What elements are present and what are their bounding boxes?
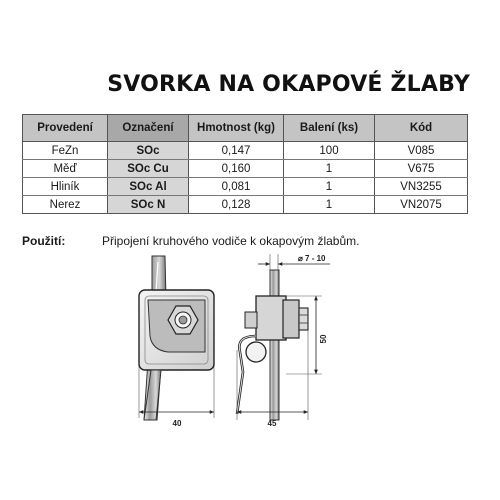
cell-baleni: 1 <box>284 178 375 196</box>
cell-kod: V085 <box>375 142 468 160</box>
cell-baleni: 100 <box>284 142 375 160</box>
cell-provedeni: Hliník <box>23 178 108 196</box>
usage-text: Připojení kruhového vodiče k okapovým žlabům. <box>102 234 360 248</box>
side-view <box>237 254 330 428</box>
col-header-provedeni: Provedení <box>23 115 108 142</box>
side-rod <box>270 270 279 420</box>
cell-kod: V675 <box>375 160 468 178</box>
cell-oznaceni: SOc <box>108 142 189 160</box>
cell-provedeni: Nerez <box>23 196 108 214</box>
cell-baleni: 1 <box>284 196 375 214</box>
cell-hmotnost: 0,147 <box>189 142 284 160</box>
dimension-label-width-front: 40 <box>172 419 182 428</box>
gutter-edge <box>246 342 266 362</box>
page-title: SVORKA NA OKAPOVÉ ŽLABY <box>107 72 470 97</box>
col-header-kod: Kód <box>375 115 468 142</box>
cell-kod: VN2075 <box>375 196 468 214</box>
cell-provedeni: FeZn <box>23 142 108 160</box>
front-view <box>139 256 214 428</box>
side-clamp-body <box>256 296 286 340</box>
col-header-oznaceni: Označení <box>108 115 189 142</box>
cell-oznaceni: SOc Cu <box>108 160 189 178</box>
cell-hmotnost: 0,160 <box>189 160 284 178</box>
cell-baleni: 1 <box>284 160 375 178</box>
dimension-label-diameter: ⌀ 7 - 10 <box>298 254 326 263</box>
dimension-label-width-side: 45 <box>267 419 277 428</box>
cell-oznaceni: SOc Al <box>108 178 189 196</box>
cell-kod: VN3255 <box>375 178 468 196</box>
col-header-hmotnost: Hmotnost (kg) <box>189 115 284 142</box>
cell-oznaceni: SOc N <box>108 196 189 214</box>
cell-hmotnost: 0,081 <box>189 178 284 196</box>
col-header-baleni: Balení (ks) <box>284 115 375 142</box>
cell-hmotnost: 0,128 <box>189 196 284 214</box>
dimension-label-height: 50 <box>319 334 328 344</box>
cell-provedeni: Měď <box>23 160 108 178</box>
usage-label: Použití: <box>22 234 66 248</box>
